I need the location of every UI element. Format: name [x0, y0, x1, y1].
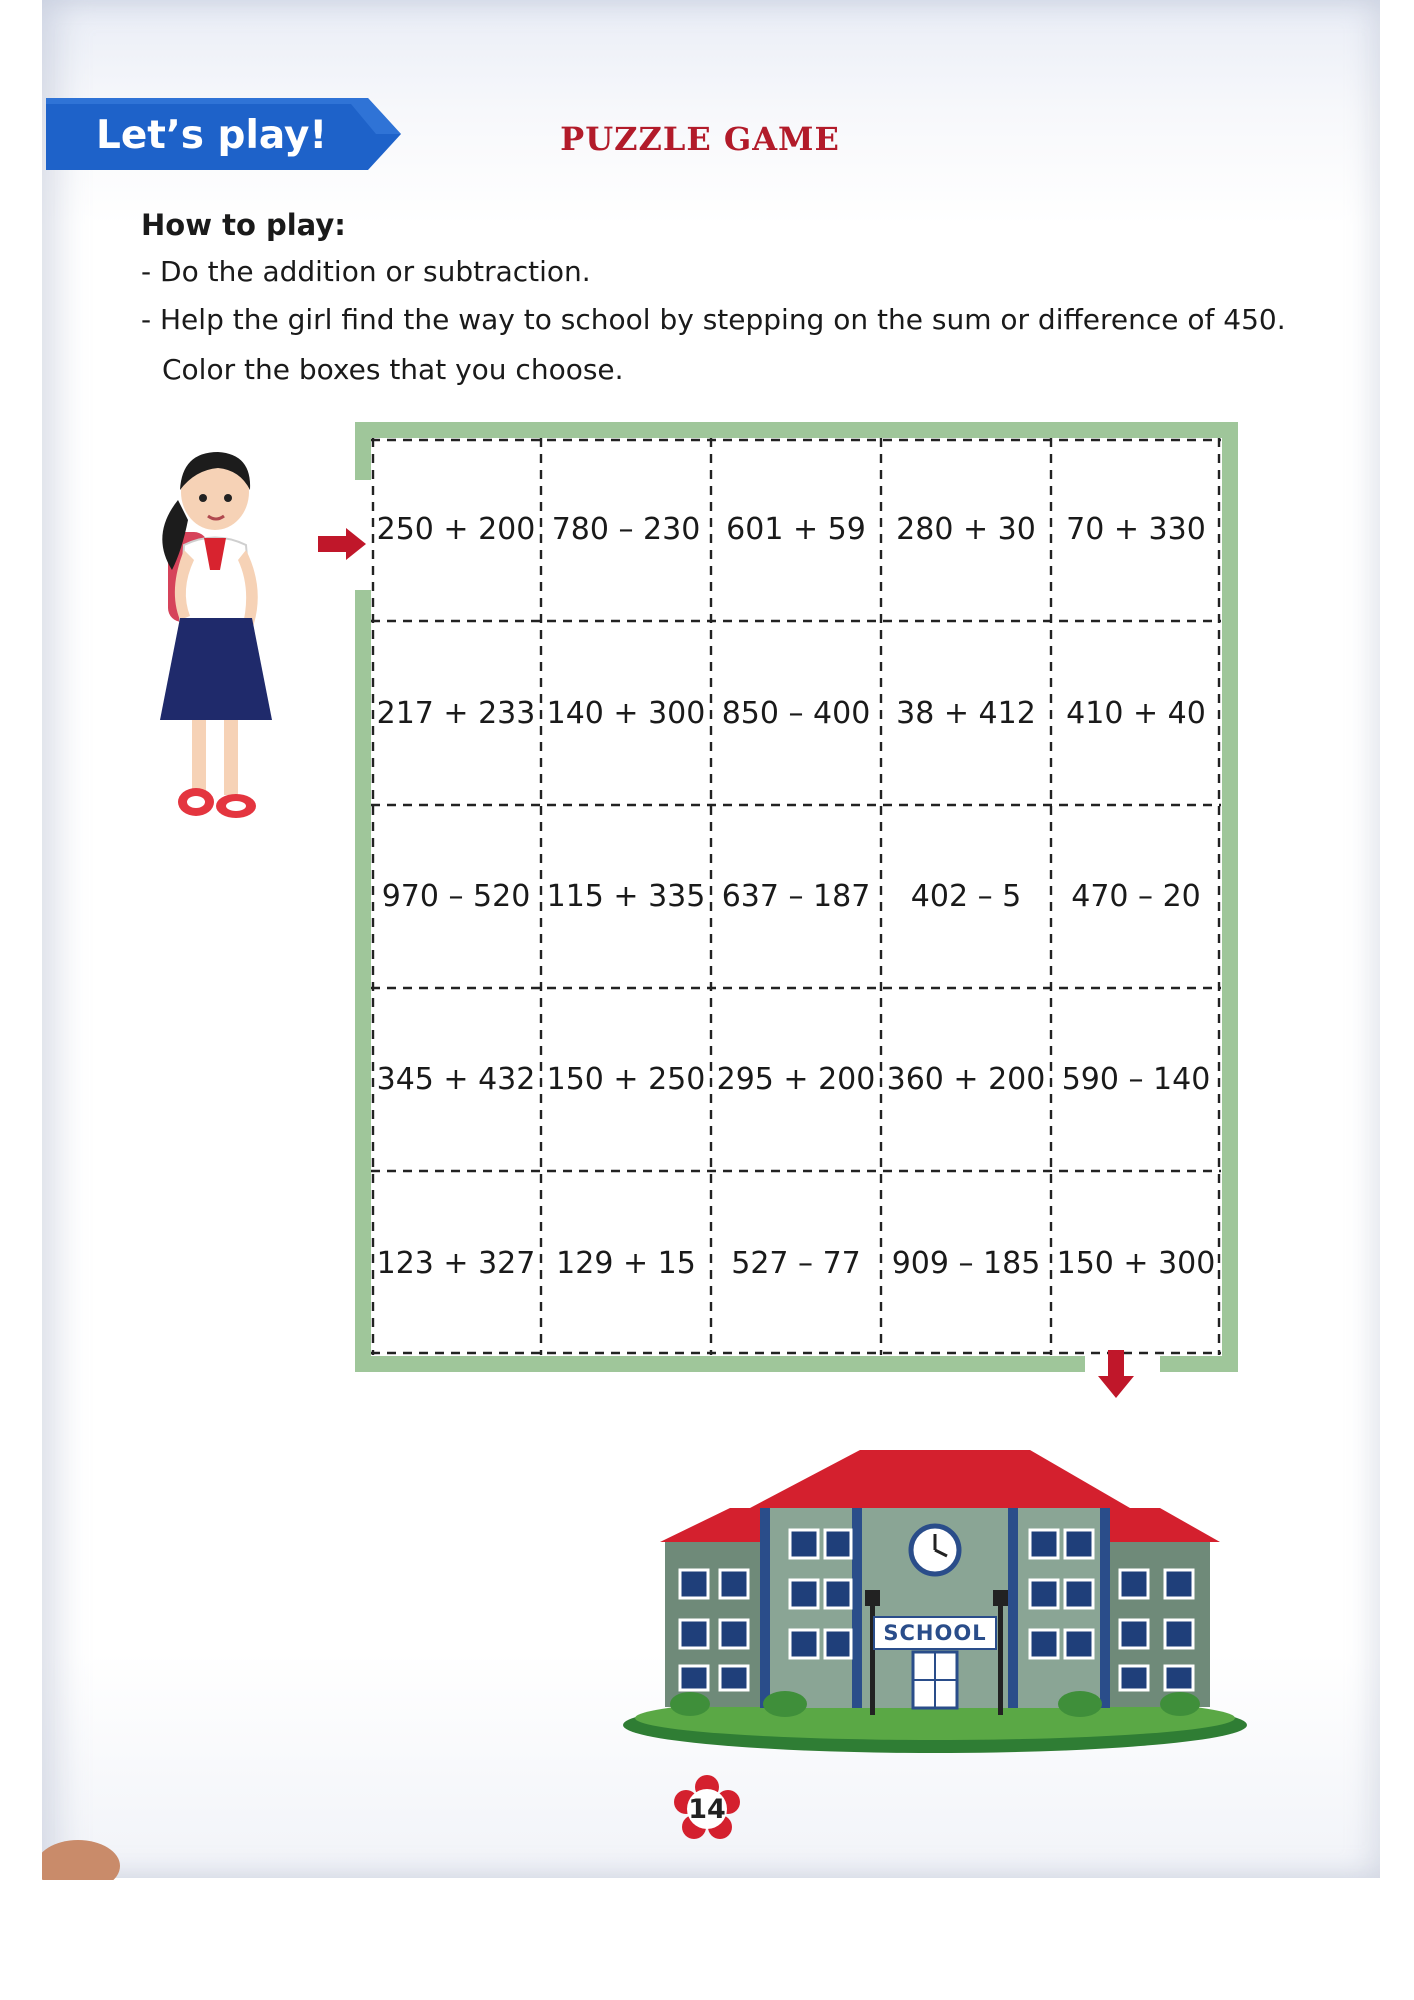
- grid-cell[interactable]: 601 + 59: [726, 512, 866, 548]
- grid-cell[interactable]: 402 – 5: [910, 878, 1022, 914]
- grid-cell[interactable]: 129 + 15: [556, 1245, 696, 1281]
- instruction-rule-3: Color the boxes that you choose.: [162, 353, 624, 386]
- grid-cell[interactable]: 140 + 300: [546, 695, 706, 731]
- grid-cell[interactable]: 123 + 327: [376, 1245, 536, 1281]
- instruction-rule-2: - Help the girl find the way to school by stepping on the sum or difference of 450.: [141, 303, 1286, 336]
- grid-cell[interactable]: 150 + 250: [546, 1062, 706, 1098]
- grid-cell[interactable]: 410 + 40: [1066, 695, 1206, 731]
- puzzle-grid: [371, 438, 1221, 1355]
- grid-cell[interactable]: 70 + 330: [1066, 512, 1206, 548]
- grid-cell[interactable]: 970 – 520: [381, 878, 531, 914]
- grid-cell[interactable]: 590 – 140: [1061, 1062, 1211, 1098]
- instruction-rule-1: - Do the addition or subtraction.: [141, 255, 591, 288]
- grid-cell[interactable]: 637 – 187: [721, 878, 871, 914]
- instructions-heading: How to play:: [141, 208, 346, 242]
- grid-cell[interactable]: 295 + 200: [716, 1062, 876, 1098]
- school-sign: SCHOOL: [873, 1616, 997, 1650]
- school-building-illustration: [620, 1430, 1250, 1755]
- grid-cell[interactable]: 345 + 432: [376, 1062, 536, 1098]
- grid-cell[interactable]: 470 – 20: [1071, 878, 1201, 914]
- grid-cell[interactable]: 780 – 230: [551, 512, 701, 548]
- grid-cell[interactable]: 850 – 400: [721, 695, 871, 731]
- banner-label: Let’s play!: [96, 113, 328, 158]
- grid-cell[interactable]: 527 – 77: [731, 1245, 861, 1281]
- grid-cell[interactable]: 909 – 185: [891, 1245, 1041, 1281]
- girl-illustration: [140, 440, 300, 830]
- grid-cell[interactable]: 360 + 200: [886, 1062, 1046, 1098]
- exit-arrow-icon: [1098, 1350, 1134, 1398]
- grid-cell[interactable]: 217 + 233: [376, 695, 536, 731]
- grid-cell[interactable]: 280 + 30: [896, 512, 1036, 548]
- page-title: PUZZLE GAME: [560, 120, 840, 158]
- grid-cell[interactable]: 250 + 200: [376, 512, 536, 548]
- page-number-badge: [673, 1775, 741, 1843]
- thumb-artifact: [42, 1832, 122, 1880]
- grid-cell[interactable]: 115 + 335: [546, 878, 706, 914]
- grid-cell[interactable]: 150 + 300: [1056, 1245, 1216, 1281]
- page-number: 14: [688, 1793, 726, 1825]
- grid-cell[interactable]: 38 + 412: [896, 695, 1036, 731]
